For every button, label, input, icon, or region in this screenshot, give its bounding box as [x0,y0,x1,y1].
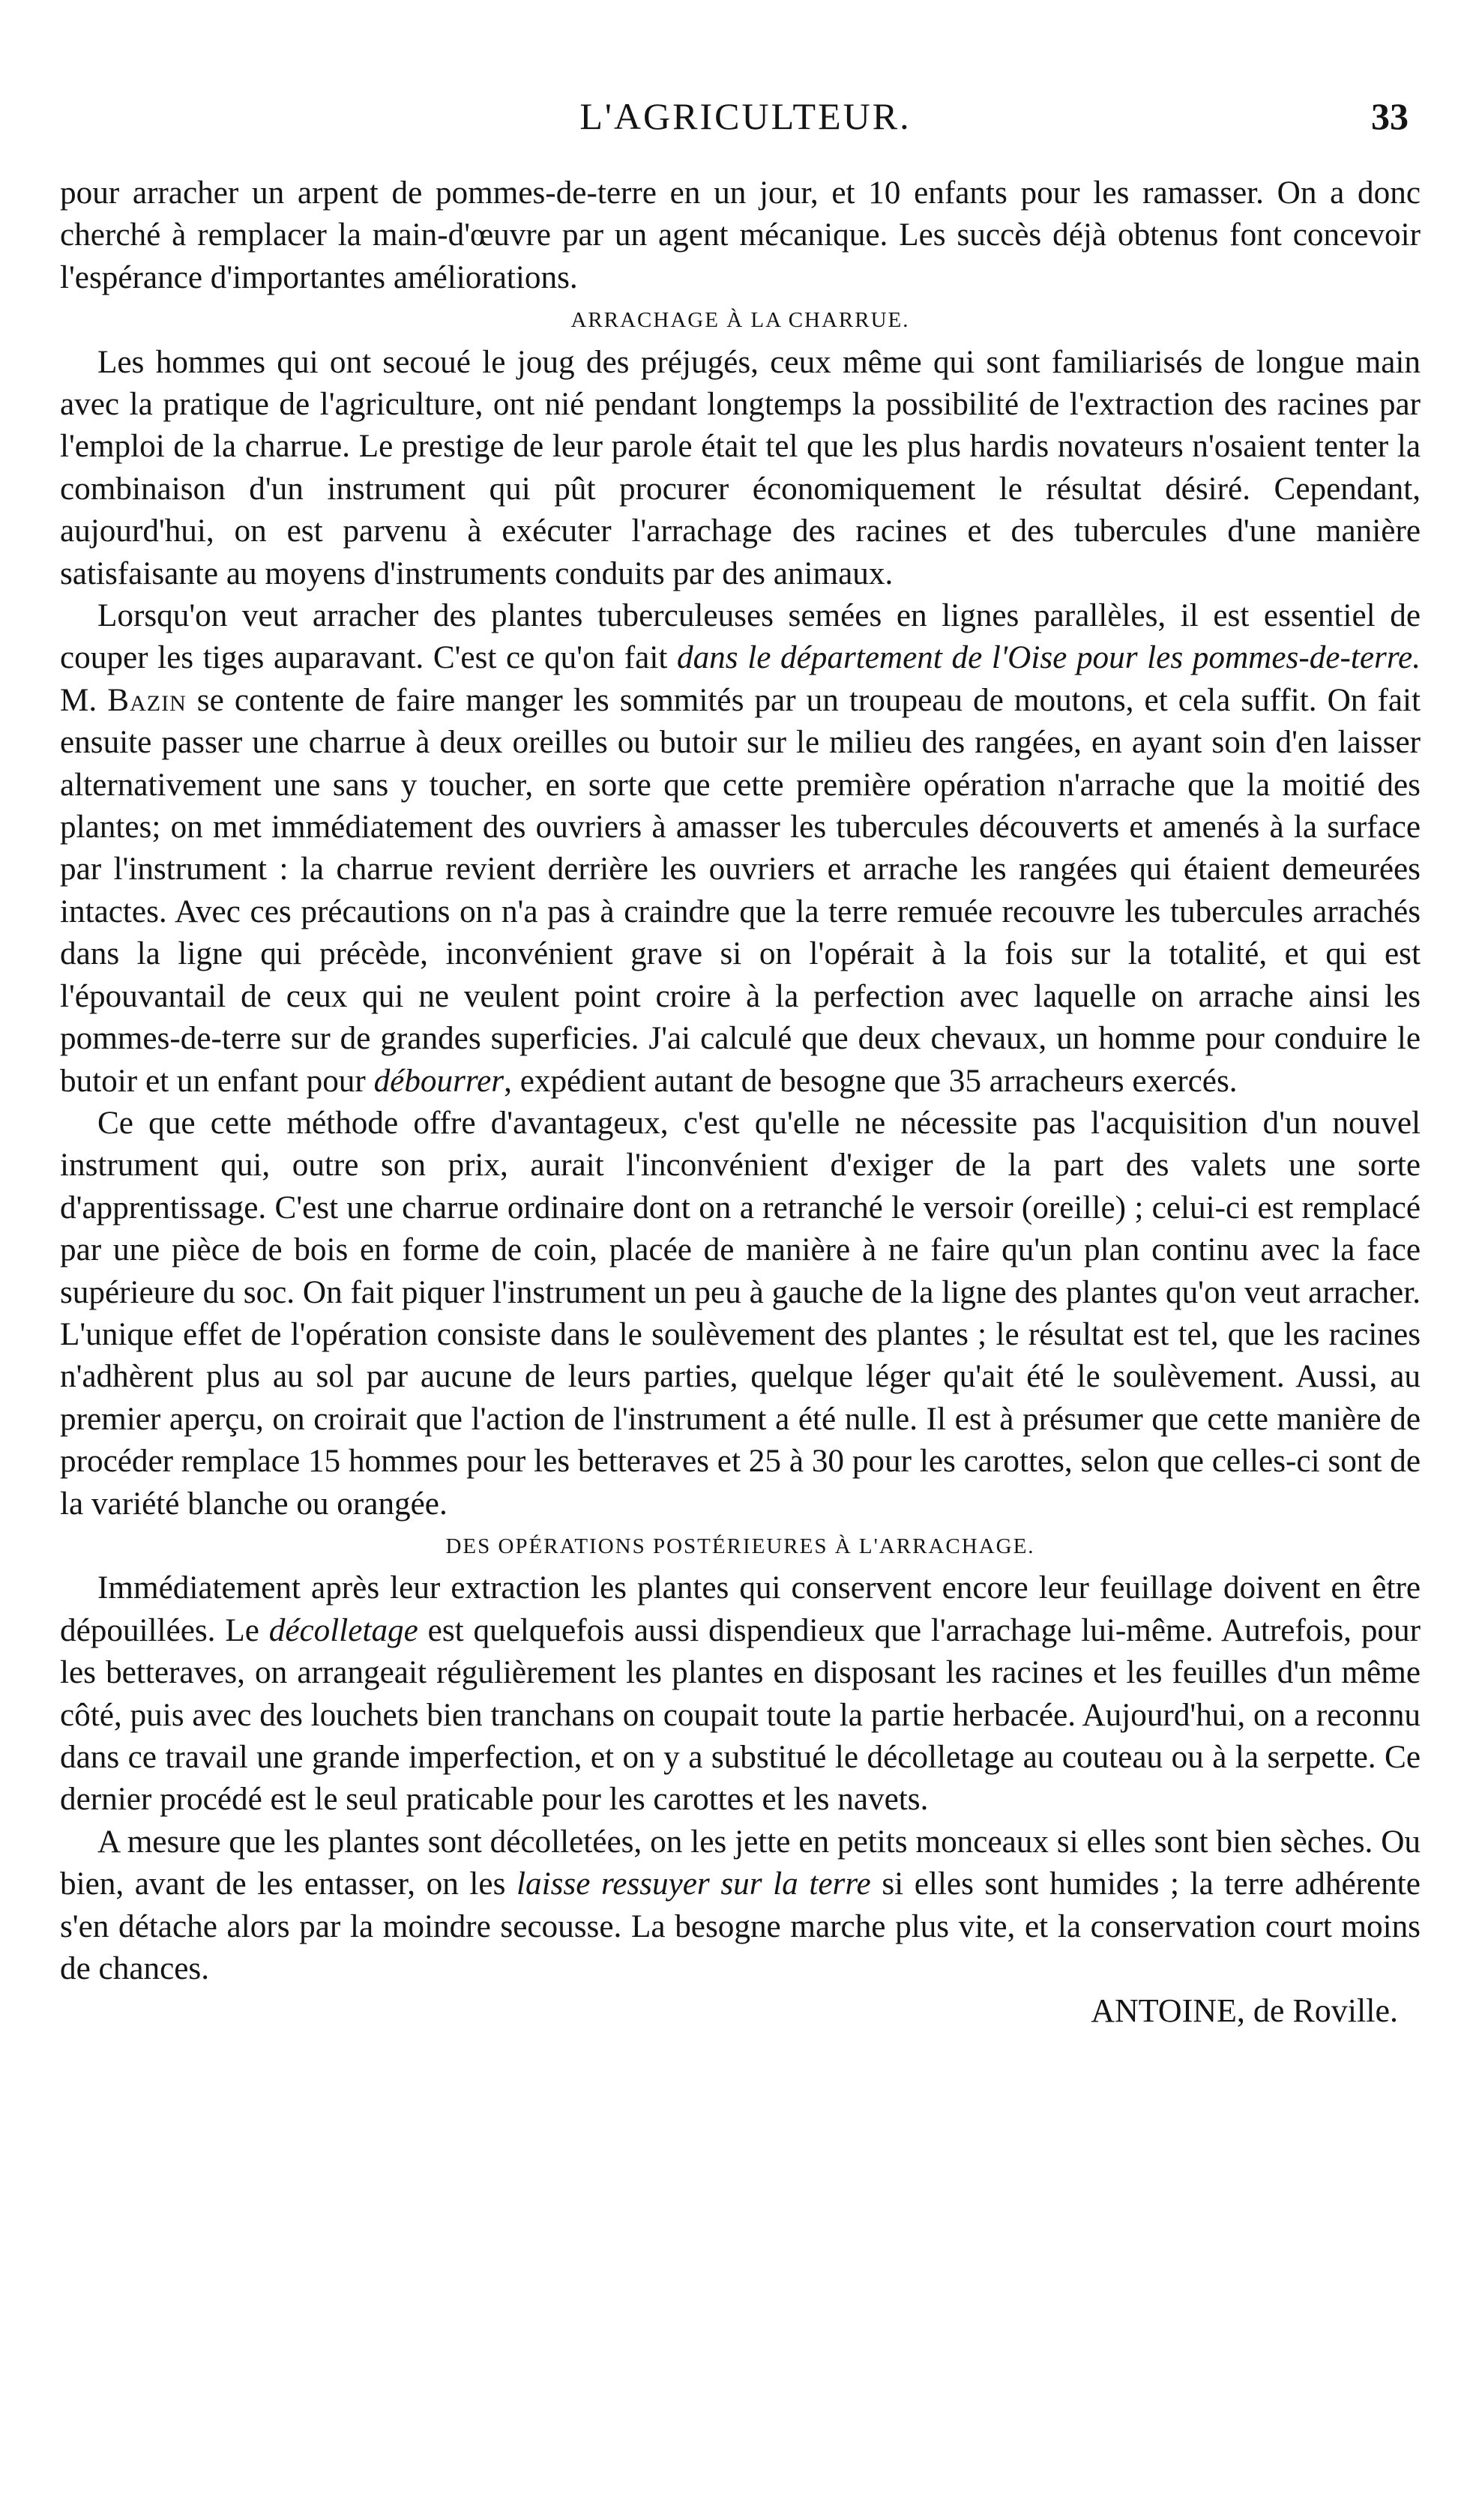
paragraph-text: M. [60,682,108,718]
italic-location: dans le département de l'Oise pour les pommes-de-terre. [676,640,1421,676]
person-name: Bazin [107,682,187,718]
paragraph-text: Lorsqu'on veut arracher des plantes tuberculeuses semées en lignes parallèles, il est essentiel de couper les tiges auparavant. C'est ce qu'on fait [60,598,1421,676]
paragraph-text: A mesure que les plantes sont décolletées, on les jette en petits monceaux si elles sont bien sèches. Ou bien, avant de les entasser, on les [60,1824,1421,1902]
paragraph-decolletage [60,1567,1421,1821]
paragraph-drying [60,1821,1421,1991]
article-body [60,172,1421,2033]
paragraph-prejudices: Les hommes qui ont secoué le joug des préjugés, ceux même qui sont familiarisés de longue main avec la pratique de l'agriculture, ont nié pendant longtemps la possibilité de l'extraction des racines par l'emploi de la charrue. Le prestige de leur parole était tel que les plus hardis novateurs n'osaient tenter la combinaison d'un instrument qui pût procurer économiquement le résultat désiré. Cependant, aujourd'hui, on est parvenu à exécuter l'arrachage des racines et des tubercules d'une manière satisfaisante au moyens d'instruments conduits par des animaux. [60,344,1421,591]
paragraph-text: si elles sont humides ; la terre adhérente s'en détache alors par la moindre secousse. La besogne marche plus vite, et la conservation court moins de chances. [60,1866,1421,1987]
italic-phrase: laisse ressuyer sur la terre [516,1866,871,1902]
paragraph-advantages: Ce que cette méthode offre d'avantageux, c'est qu'elle ne nécessite pas l'acquisition d'un nouvel instrument qui, outre son prix, aurait l'inconvénient d'exiger de la part des valets une sorte d'apprentissage. C'est une charrue ordinaire dont on a retranché le versoir (oreille) ; celui-ci est remplacé par une pièce de bois en forme de coin, placée de manière à ne faire qu'un plan continu avec la face supérieure du soc. On fait piquer l'instrument un peu à gauche de la ligne des plantes qu'on veut arracher. L'unique effet de l'opération consiste dans le soulèvement des plantes ; le résultat est tel, que les racines n'adhèrent plus au sol par aucune de leurs parties, quelque léger qu'ait été le soulèvement. Aussi, au premier aperçu, on croirait que l'action de l'instrument a été nulle. Il est à présumer que cette manière de procéder remplace 15 hommes pour les betteraves et 25 à 30 pour les carottes, selon que celles-ci sont de la variété blanche ou orangée. [60,1105,1421,1522]
paragraph-text: est quelquefois aussi dispendieux que l'arrachage lui-même. Autrefois, pour les betteraves, on arrangeait régulièrement les plantes en disposant les racines et les feuilles d'un même côté, puis avec des louchets bien tranchans on coupait toute la partie herbacée. Aujourd'hui, on a reconnu dans ce travail une grande imperfection, et on y a substitué le décolletage au couteau ou à la serpette. Ce dernier procédé est le seul praticable pour les carottes et les navets. [60,1612,1421,1818]
paragraph-continuation: pour arracher un arpent de pommes-de-terre en un jour, et 10 enfants pour les ramasser. On a donc cherché à remplacer la main-d'œuvre par un agent mécanique. Les succès déjà obtenus font concevoir l'espérance d'importantes améliorations. [60,175,1421,295]
paragraph-text: Immédiatement après leur extraction les plantes qui conservent encore leur feuillage doivent en être dépouillées. Le [60,1570,1421,1648]
section-heading-charrue: ARRACHAGE À LA CHARRUE. [570,308,910,333]
italic-term: débourrer [373,1063,504,1099]
paragraph-text: , expédient autant de besogne que 35 arracheurs exercés. [504,1063,1238,1099]
running-title: L'AGRICULTEUR. [579,95,912,137]
paragraph-text: se contente de faire manger les sommités par un troupeau de moutons, et cela suffit. On fait ensuite passer une charrue à deux oreilles ou butoir sur le milieu des rangées, en ayant soin d'en laisser alternativement une sans y toucher, en sorte que cette première opération n'arrache que la moitié des plantes; on met immédiatement des ouvriers à amasser les tubercules découverts et amenés à la surface par l'instrument : la charrue revient derrière les ouvriers et arrache les rangées qui étaient demeurées intactes. Avec ces précautions on n'a pas à craindre que la terre remuée recouvre les tubercules arrachés dans la ligne qui précède, inconvénient grave si on l'opérait à la fois sur la totalité, et qui est l'épouvantail de ceux qui ne veulent point croire à la perfection avec laquelle on arrache ainsi les pommes-de-terre sur de grandes superficies. J'ai calculé que deux chevaux, un homme pour conduire le butoir et un enfant pour [60,682,1421,1099]
page-number: 33 [1371,95,1409,137]
page-header [60,90,1431,142]
author-signature: ANTOINE, de Roville. [1091,1992,1398,2030]
section-heading-operations: DES OPÉRATIONS POSTÉRIEURES À L'ARRACHAGE. [445,1534,1035,1558]
italic-term: décolletage [268,1612,418,1648]
paragraph-method [60,595,1421,1103]
